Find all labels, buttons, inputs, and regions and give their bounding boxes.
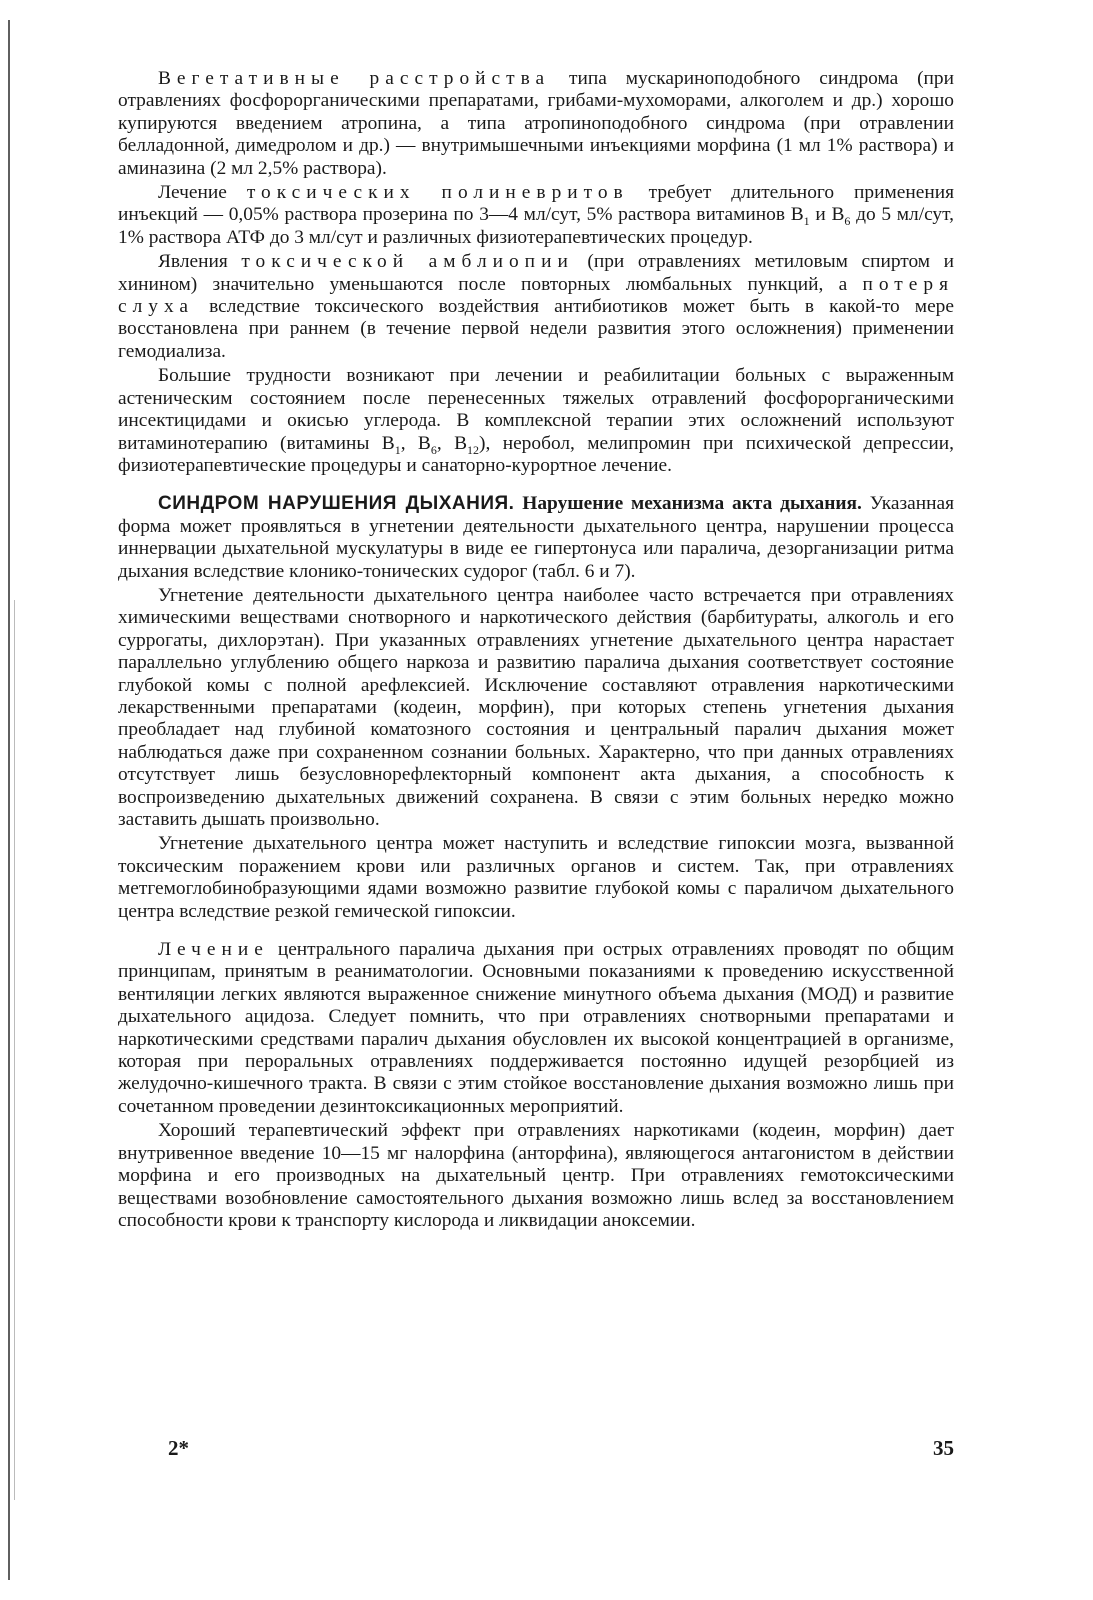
paragraph-rehabilitation	[118, 365, 954, 477]
spaced-term: токсических полиневритов	[246, 182, 629, 204]
subscript: 1	[394, 442, 401, 457]
spaced-term: Лечение	[158, 939, 269, 961]
paragraph-text: требует длительного применения инъекций — 0,05% раствора прозерина по 3—4 мл/сут, 5% раствора витаминов B	[118, 182, 954, 226]
paragraph-amblyopia	[118, 251, 954, 363]
paragraph-text: , B	[400, 432, 431, 454]
paragraph-text: до 5 мл/сут, 1% раствора АТФ до 3 мл/сут и различных физиотерапевтических процедур.	[118, 204, 954, 248]
spaced-term: потеря слуха	[118, 273, 954, 318]
paragraph-text: ), неробол, мелипромин при психической депрессии, физиотерапевтические процедуры и санаторно-курортное лечение.	[118, 432, 955, 476]
paragraph-polyneuritis	[118, 182, 954, 249]
paragraph-text: Большие трудности возникают при лечении и реабилитации больных с выраженным астеническим состоянием после перенесенных тяжелых отравлений фосфорорганическими инсектицидами и окисью углерода. В комплексной терапии этих осложнений используют витаминотерапию (витамины B	[118, 365, 954, 454]
spaced-term: токсической амблиопии	[241, 251, 574, 273]
paragraph-text: типа мускариноподобного синдрома (при отравлениях фосфорорганическими препаратами, грибами-мухоморами, алкоголем и др.) хорошо купируются введением атропина, а типа атропиноподобного синдрома (при отравлении белладонной, димедролом и др.) — внутримышечными инъекциями морфина (1 мл 1% раствора) и аминазина (2 мл 2,5% раствора).	[118, 68, 954, 179]
subscript: 12	[467, 442, 480, 457]
subscript: 6	[844, 214, 851, 229]
paragraph-depression: Угнетение деятельности дыхательного центра наиболее часто встречается при отравлениях химическими веществами снотворного и наркотического действия (барбитураты, алкоголь и его суррогаты, дихлорэтан). При указанных отравлениях угнетение дыхательного центра нарастает параллельно углублению общего наркоза и развитию паралича дыхания соответствует состояние глубокой комы с полной арефлексией. Исключение составляют отравления наркотическими лекарственными препаратами (кодеин, морфин), при которых степень угнетения дыхания преобладает над глубиной коматозного состояния и центральный паралич дыхания может наблюдаться даже при сохраненном сознании больных. Характерно, что при данных отравлениях отсутствует лишь безусловнорефлекторный компонент акта дыхания, а способность к воспроизведению дыхательных движений сохранена. В связи с этим больных нередко можно заставить дышать произвольно.	[118, 584, 954, 830]
signature-mark: 2*	[168, 1436, 189, 1460]
page-footer	[118, 1436, 954, 1466]
subscript: 6	[430, 442, 437, 457]
paragraph-vegetative	[118, 68, 954, 180]
paragraph-text: Указанная форма может проявляться в угнетении деятельности дыхательного центра, нарушении процесса иннервации дыхательной мускулатуры в виде ее гипертонуса или паралича, дезорганизации ритма дыхания вследствие клонико-тонических судорог (табл. 6 и 7).	[118, 493, 955, 582]
section-respiratory-syndrome	[118, 493, 954, 583]
paragraph-text: и B	[809, 204, 845, 226]
paragraph-text: Явления	[158, 251, 242, 273]
paragraph-text: , B	[436, 432, 468, 454]
paragraph-therapy-effect: Хороший терапевтический эффект при отравлениях наркотиками (кодеин, морфин) дает внутривенное введение 10—15 мг налорфина (анторфина), являющегося антагонистом в действии морфина и его производных на дыхательный центр. При отравлениях гемотоксическими веществами возобновление самостоятельного дыхания возможно лишь вслед за восстановлением способности крови к транспорту кислорода и ликвидации аноксемии.	[118, 1120, 954, 1231]
paragraph-treatment	[118, 939, 954, 1118]
section-heading: СИНДРОМ НАРУШЕНИЯ ДЫХАНИЯ.	[158, 493, 515, 515]
spaced-term: Вегетативные расстройства	[158, 68, 551, 89]
subscript: 1	[803, 214, 810, 229]
paragraph-text: Лечение	[158, 182, 247, 204]
scan-binding-edge	[8, 20, 10, 1580]
paragraph-text: вследствие токсического воздействия антибиотиков может быть в какой-то мере восстановлена при раннем (в течение первой недели развития этого осложнения) применении гемодиализа.	[118, 296, 954, 362]
paragraph-hypoxia: Угнетение дыхательного центра может наступить и вследствие гипоксии мозга, вызванной токсическим поражением крови или различных органов и систем. Так, при отравлениях метгемоглобинобразующими ядами возможно развитие глубокой комы с параличом дыхательного центра вследствие резкой гемической гипоксии.	[118, 833, 954, 922]
page-body	[118, 68, 954, 1232]
paragraph-text: центрального паралича дыхания при острых отравлениях проводят по общим принципам, принятым в реаниматологии. Основными показаниями к проведению искусственной вентиляции легких являются выраженное снижение минутного объема дыхания (МОД) и развитие дыхательного ацидоза. Следует помнить, что при отравлениях снотворными препаратами и наркотическими средствами паралич дыхания обусловлен их высокой концентрацией в организме, которая при пероральных отравлениях поддерживается постоянно идущей резорбцией из желудочно-кишечного тракта. В связи с этим стойкое восстановление дыхания возможно лишь при сочетанном проведении дезинтоксикационных мероприятий.	[118, 939, 954, 1117]
section-subheading: Нарушение механизма акта дыхания.	[514, 493, 862, 515]
scan-binding-shadow	[14, 600, 15, 1500]
paragraph-text: (при отравлениях метиловым спиртом и хинином) значительно уменьшаются после повторных люмбальных пункций, а	[118, 251, 955, 295]
page-number: 35	[933, 1436, 954, 1460]
